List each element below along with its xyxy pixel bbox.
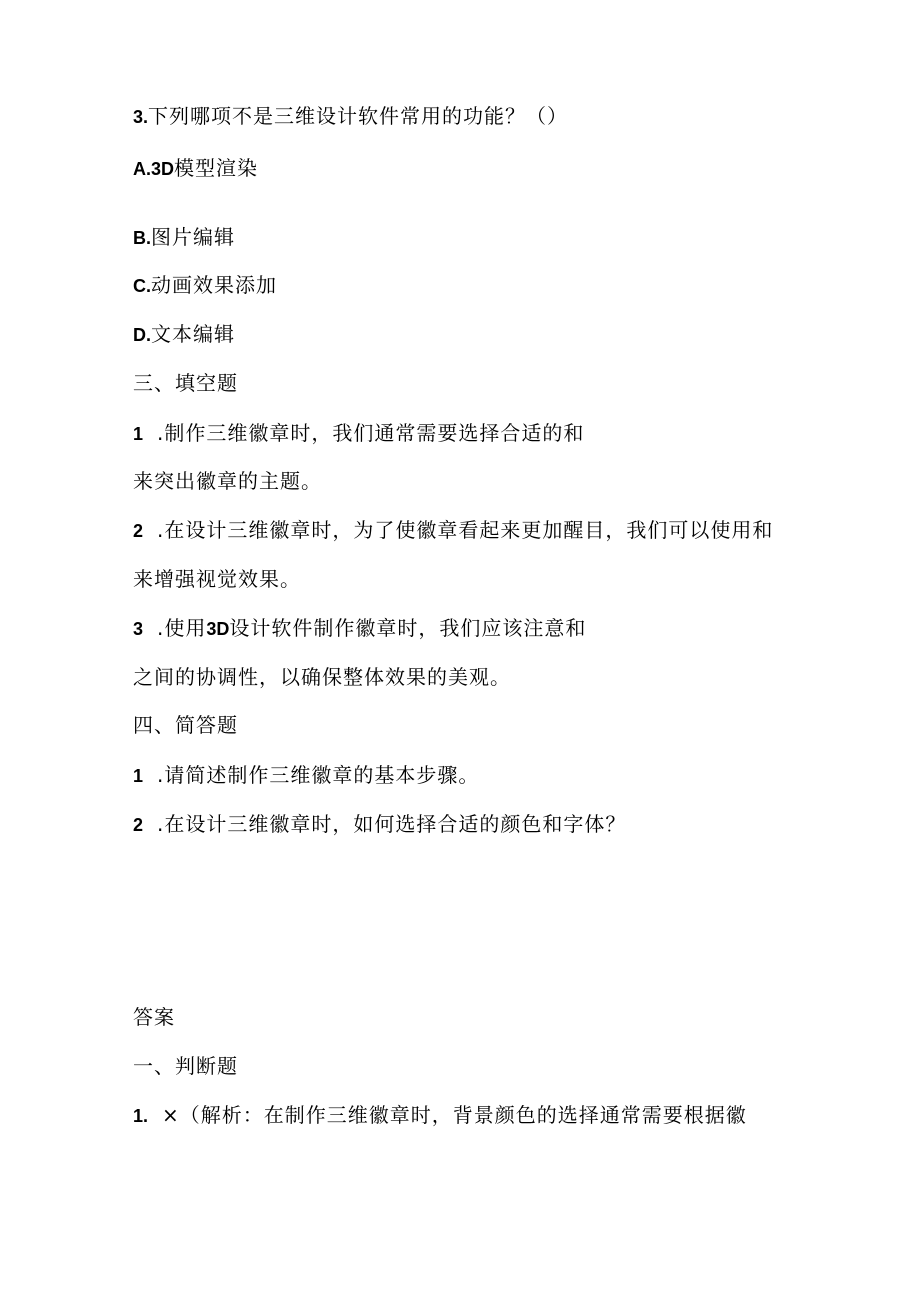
item-number: 1. [133,1106,149,1126]
option-letter: B. [133,228,151,248]
option-3d-text: 3D [151,159,175,179]
item-text: .使用 [157,616,207,640]
answers-section-judgement: 一、判断题 [133,1054,238,1078]
item-number: 1 [133,766,144,786]
answer-item-1 [133,1103,747,1128]
item-number: 2 [133,815,144,835]
item-text: 设计软件制作徽章时，我们应该注意和 [229,616,587,640]
item-number: 2 [133,521,144,541]
option-letter: A. [133,159,151,179]
fill-item-3-line1 [133,616,586,641]
question-text: 下列哪项不是三维设计软件常用的功能？（） [148,104,569,128]
fill-item-1-line2: 来突出徽章的主题。 [133,469,322,493]
item-number: 1 [133,424,144,444]
item-text: .请简述制作三维徽章的基本步骤。 [157,763,480,787]
item-3d-text: 3D [206,619,230,639]
option-text: 动画效果添加 [151,273,277,297]
item-number: 3 [133,619,144,639]
answers-title: 答案 [133,1005,175,1029]
question-3 [133,104,568,129]
fill-item-3-line2: 之间的协调性，以确保整体效果的美观。 [133,665,511,689]
option-d [133,322,235,347]
item-text: .制作三维徽章时，我们通常需要选择合适的和 [157,421,585,445]
option-c [133,273,277,298]
fill-item-2-line2: 来增强视觉效果。 [133,567,301,591]
short-item-1 [133,763,479,788]
option-a [133,156,258,181]
option-text: 模型渲染 [174,156,259,180]
option-text: 图片编辑 [151,225,235,249]
fill-item-1-line1 [133,421,584,446]
short-item-2 [133,812,626,837]
fill-item-2-line1 [133,518,773,543]
option-text: 文本编辑 [151,322,235,346]
item-text: .在设计三维徽章时，为了使徽章看起来更加醒目，我们可以使用和 [157,518,774,542]
item-text: .在设计三维徽章时，如何选择合适的颜色和字体？ [157,812,627,836]
option-letter: C. [133,276,151,296]
section-heading-fill: 三、填空题 [133,371,238,395]
item-text: ×（解析：在制作三维徽章时，背景颜色的选择通常需要根据徽 [162,1103,747,1127]
option-letter: D. [133,325,151,345]
section-heading-short: 四、简答题 [133,713,238,737]
question-number: 3. [133,107,149,127]
option-b [133,225,235,250]
